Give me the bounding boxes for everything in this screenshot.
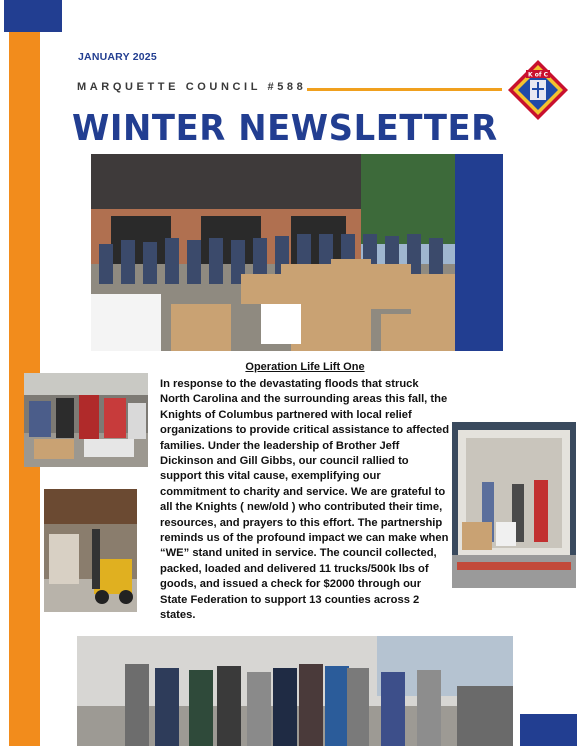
bottom-right-navy-block: [520, 714, 577, 746]
top-group-photo: [91, 154, 455, 351]
header-rule: [307, 88, 502, 91]
truck-loading-photo: [452, 422, 576, 588]
knights-of-columbus-emblem-icon: [506, 58, 570, 122]
forklift-warehouse-photo: [44, 489, 137, 612]
warehouse-supplies-photo: [24, 373, 148, 467]
story-body: In response to the devastating floods that struck North Carolina and the surrounding areas this fall, the Knights of Columbus partnered with local relief organizations to provide critical assistance to affected families. Under the leadership of Brother Jeff Dickinson and Gill Gibbs, our council rallied to support this vital cause, exemplifying our commitment to charity and service. We are grateful to all the Knights ( new/old ) who contributed their time, resources, and prayers to this effort. The partnership reminds us of the profound impact we can make when “WE” stand united in service. The council collected, packed, loaded and delivered 11 trucks/500k lbs of goods, and issued a check for $2000 through our State Federation to support 13 counties across 2 states.: [160, 378, 450, 622]
top-photo-navy-panel: [455, 154, 503, 351]
council-name: MARQUETTE COUNCIL #588: [77, 81, 307, 93]
issue-date: JANUARY 2025: [78, 51, 157, 63]
top-left-navy-block: [4, 0, 62, 32]
story-title: Operation Life Lift One: [245, 361, 365, 373]
newsletter-title: WINTER NEWSLETTER: [72, 108, 498, 149]
emblem-text: K of C: [528, 71, 548, 79]
bottom-group-photo: [77, 636, 513, 746]
